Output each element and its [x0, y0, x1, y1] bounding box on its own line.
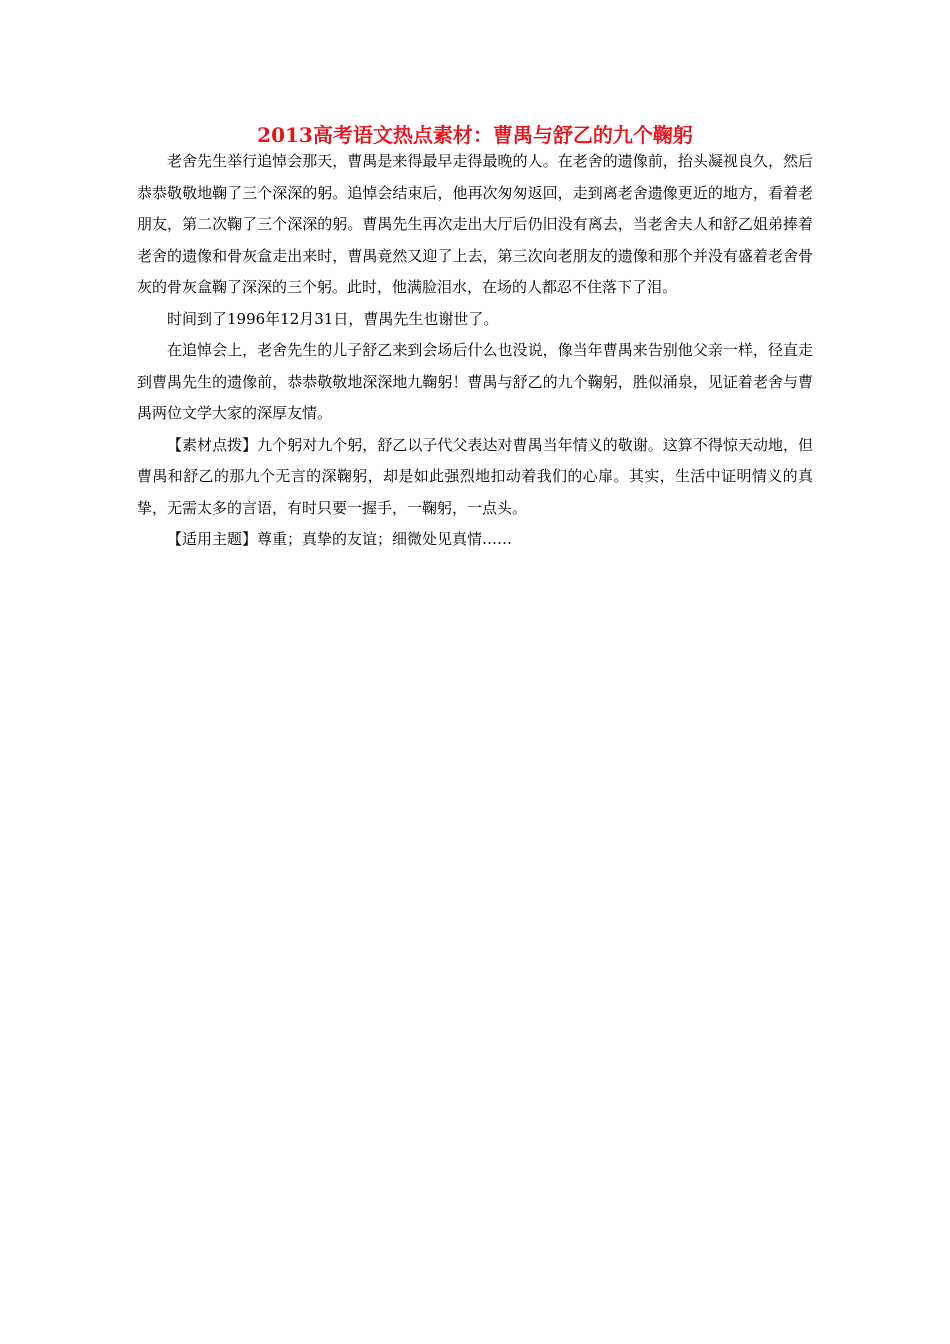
- paragraph-nine-bows: 在追悼会上，老舍先生的儿子舒乙来到会场后什么也没说，像当年曹禺来告别他父亲一样，径直走到曹禺先生的遗像前，恭恭敬敬地深深地九鞠躬！曹禺与舒乙的九个鞠躬，胜似涌泉，见证着老舍与曹禺两位文学大家的深厚友情。: [137, 341, 813, 422]
- document-body: [137, 146, 813, 556]
- paragraph-themes: 【适用主题】尊重；真挚的友谊；细微处见真情……: [167, 530, 513, 548]
- paragraph-memorial: 老舍先生举行追悼会那天，曹禺是来得最早走得最晚的人。在老舍的遗像前，抬头凝视良久，然后恭恭敬敬地鞠了三个深深的躬。追悼会结束后，他再次匆匆返回，走到离老舍遗像更近的地方，看着老朋友，第二次鞠了三个深深的躬。曹禺先生再次走出大厅后仍旧没有离去，当老舍夫人和舒乙姐弟捧着老舍的遗像和骨灰盒走出来时，曹禺竟然又迎了上去，第三次向老朋友的遗像和那个并没有盛着老舍骨灰的骨灰盒鞠了深深的三个躬。此时，他满脸泪水，在场的人都忍不住落下了泪。: [137, 152, 813, 296]
- paragraph-commentary: 【素材点拨】九个躬对九个躬，舒乙以子代父表达对曹禺当年情义的敬谢。这算不得惊天动地，但曹禺和舒乙的那九个无言的深鞠躬，却是如此强烈地扣动着我们的心扉。其实，生活中证明情义的真挚，无需太多的言语，有时只要一握手，一鞠躬，一点头。: [137, 435, 813, 517]
- document-title: 2013高考语文热点素材：曹禺与舒乙的九个鞠躬: [257, 123, 693, 147]
- paragraph-date: 时间到了1996年12月31日，曹禺先生也谢世了。: [167, 309, 499, 328]
